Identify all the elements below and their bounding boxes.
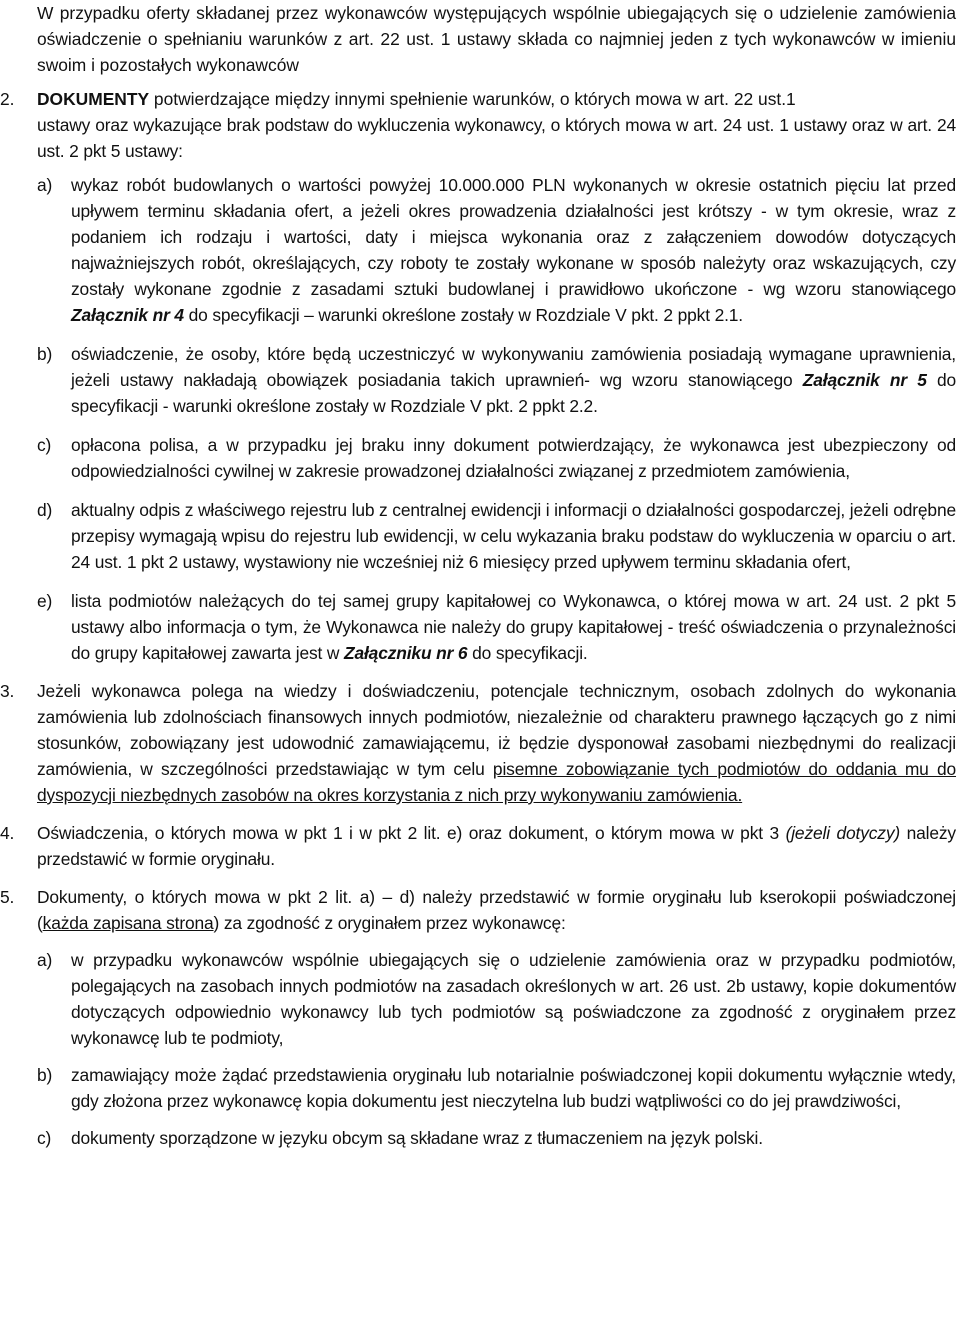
- section-3: [0, 678, 957, 808]
- list-item-e: [37, 588, 956, 666]
- item-label: b): [37, 1065, 53, 1085]
- item-label: a): [37, 175, 53, 195]
- section-4-text: [37, 820, 956, 872]
- item-text-part: lista podmiotów należących do tej samej grupy kapitałowej co Wykonawca, o której mowa w art. 24 ust. 2 pkt 5 ustawy albo informacja o tym, że Wykonawca nie należy do grupy kapitałowej - treść oświadczenia o przynależności do grupy kapitałowej zawarta jest w: [71, 591, 956, 663]
- item-label: e): [37, 591, 53, 611]
- item-text-part: do specyfikacji – warunki określone zostały w Rozdziale V pkt. 2 ppkt 2.1.: [183, 305, 743, 325]
- list-item-c: [37, 432, 956, 484]
- list-item-c: [37, 1125, 956, 1151]
- attachment-reference: Załącznik nr 5: [802, 370, 927, 390]
- list-item-b: [37, 1062, 956, 1114]
- intro-paragraph: W przypadku oferty składanej przez wykonawców występujących wspólnie ubiegających się o udzielenie zamówienia oświadczenie o spełnianiu warunków z art. 22 ust. 1 ustawy składa co najmniej jeden z tych wykonawców w imieniu swoim i pozostałych wykonawców: [37, 3, 956, 75]
- item-text-part: oświadczenie, że osoby, które będą uczestniczyć w wykonywaniu zamówienia posiadają wymagane uprawnienia, jeżeli ustawy nakładają obowiązek posiadania takich uprawnień- wg wzoru stanowiącego: [71, 344, 956, 390]
- item-text-part: wykaz robót budowlanych o wartości powyżej 10.000.000 PLN wykonanych w okresie ostatnich pięciu lat przed upływem terminu składania ofert, a jeżeli okres prowadzenia działalności jest krótszy - w tym okresie, wraz z podaniem ich rodzaju i wartości, daty i miejsca wykonania oraz z załączeniem dowodów dotyczących najważniejszych robót, określających, czy roboty te zostały wykonane w sposób należyty oraz wskazujących, czy zostały wykonane zgodnie z zasadami sztuki budowlanej i prawidłowo ukończone - wg wzoru stanowiącego: [71, 175, 956, 299]
- item-label: a): [37, 950, 53, 970]
- item-label: c): [37, 1128, 52, 1148]
- section-2-heading-continued: ustawy oraz wykazujące brak podstaw do wykluczenia wykonawcy, o których mowa w art. 24 ust. 1 ustawy oraz w art. 24 ust. 2 pkt 5 ustawy:: [37, 115, 956, 161]
- section-5-text: [37, 884, 956, 936]
- underlined-text: każda zapisana strona: [42, 913, 214, 933]
- section-number: 4.: [0, 823, 15, 843]
- item-text-part: do specyfikacji - warunki określone zostały w Rozdziale V pkt. 2 ppkt 2.2.: [71, 370, 956, 416]
- section-number: 5.: [0, 887, 15, 907]
- section-2-heading: [37, 86, 956, 112]
- heading-bold-word: DOKUMENTY: [37, 89, 150, 109]
- item-text: [71, 341, 956, 419]
- item-text: [71, 172, 956, 328]
- section-3-text: [37, 678, 956, 808]
- item-label: d): [37, 500, 53, 520]
- section-5: [0, 884, 956, 1151]
- heading-text: potwierdzające między innymi spełnienie warunków, o których mowa w art. 22 ust.1: [149, 89, 796, 109]
- item-text-part: do specyfikacji.: [467, 643, 588, 663]
- list-item-a: [37, 172, 956, 328]
- attachment-reference: Załączniku nr 6: [344, 643, 468, 663]
- section-text-part: Jeżeli wykonawca polega na wiedzy i doświadczeniu, potencjale technicznym, osobach zdolnych do wykonania zamówienia lub zdolnościach finansowych innych podmiotów, niezależnie od charakteru prawnego łączących go z nimi stosunków, zobowiązany jest udowodnić zamawiającemu, iż będzie dysponował zasobami niezbędnymi do realizacji zamówienia, w szczególności przedstawiając w tym celu: [37, 681, 956, 779]
- section-4: [0, 820, 956, 872]
- underlined-text: pisemne zobowiązanie tych podmiotów do oddania mu do dyspozycji niezbędnych zasobów na okres korzystania z nich przy wykonywaniu zamówienia.: [37, 759, 957, 805]
- list-item-a: [37, 947, 956, 1051]
- list-item-b: [37, 341, 956, 419]
- section-number: 3.: [0, 681, 15, 701]
- item-label: b): [37, 344, 53, 364]
- list-item-d: [37, 497, 956, 575]
- item-text: dokumenty sporządzone w języku obcym są składane wraz z tłumaczeniem na język polski.: [71, 1128, 763, 1148]
- section-number: 2.: [0, 89, 15, 109]
- section-2: [0, 86, 956, 666]
- section-text-part: ) za zgodność z oryginałem przez wykonawcę:: [213, 913, 566, 933]
- italic-text: (jeżeli dotyczy): [785, 823, 901, 843]
- section-text-part: Dokumenty, o których mowa w pkt 2 lit. a) – d) należy przedstawić w formie oryginału lub kserokopii poświadczonej (: [37, 887, 956, 933]
- item-label: c): [37, 435, 52, 455]
- item-text: aktualny odpis z właściwego rejestru lub z centralnej ewidencji i informacji o działalności gospodarczej, jeżeli odrębne przepisy wymagają wpisu do rejestru lub ewidencji, w celu wykazania braku podstaw do wykluczenia w oparciu o art. 24 ust. 1 pkt 2 ustawy, wystawiony nie wcześniej niż 6 miesięcy przed upływem terminu składania ofert,: [71, 500, 956, 572]
- item-text: w przypadku wykonawców wspólnie ubiegających się o udzielenie zamówienia oraz w przypadku podmiotów, polegających na zasobach innych podmiotów na zasadach określonych w art. 26 ust. 2b ustawy, kopie dokumentów dotyczących odpowiednio wykonawcy lub tych podmiotów są poświadczone za zgodność z oryginałem przez wykonawcę lub te podmioty,: [71, 950, 956, 1048]
- attachment-reference: Załącznik nr 4: [71, 305, 184, 325]
- item-text: [71, 588, 956, 666]
- item-text: opłacona polisa, a w przypadku jej braku inny dokument potwierdzający, że wykonawca jest ubezpieczony od odpowiedzialności cywilnej w zakresie prowadzonej działalności związanej z przedmiotem zamówienia,: [71, 435, 956, 481]
- item-text: zamawiający może żądać przedstawienia oryginału lub notarialnie poświadczonej kopii dokumentu wyłącznie wtedy, gdy złożona przez wykonawcę kopia dokumentu jest nieczytelna lub budzi wątpliwości co do jej prawdziwości,: [71, 1065, 956, 1111]
- section-text-part: należy przedstawić w formie oryginału.: [37, 823, 956, 869]
- section-text-part: Oświadczenia, o których mowa w pkt 1 i w pkt 2 lit. e) oraz dokument, o którym mowa w pkt 3: [37, 823, 786, 843]
